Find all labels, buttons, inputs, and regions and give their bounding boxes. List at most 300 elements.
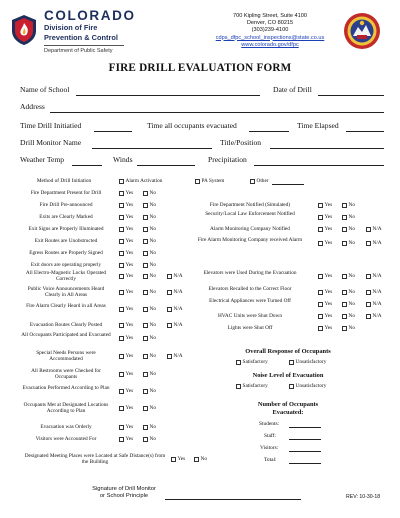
checkbox[interactable] xyxy=(143,239,148,244)
left-no-option[interactable] xyxy=(143,306,156,312)
option-label: No xyxy=(149,353,156,359)
signature-label-line2: or School Principle xyxy=(99,493,149,499)
checkbox[interactable] xyxy=(143,251,148,256)
left-no-option[interactable] xyxy=(143,202,156,208)
checkbox[interactable] xyxy=(119,389,124,394)
address-phone: (303)239-4100 xyxy=(251,27,289,34)
state-seal-icon xyxy=(343,12,381,50)
signature-label xyxy=(84,486,164,500)
checkbox[interactable] xyxy=(250,179,255,184)
option-label: No xyxy=(149,335,156,341)
left-question: Fire Department Present for Drill xyxy=(30,190,102,196)
left-yes-option[interactable] xyxy=(119,353,133,359)
left-no-option[interactable] xyxy=(143,226,156,232)
option-label: Yes xyxy=(125,306,134,312)
option-label: Yes xyxy=(125,238,134,244)
option-label: Yes xyxy=(125,273,134,279)
checkbox[interactable] xyxy=(143,389,148,394)
checkbox[interactable] xyxy=(194,457,199,462)
right-question: Elevators were Used During the Evacuation xyxy=(203,270,297,276)
option-label: No xyxy=(149,322,156,328)
option-label: No xyxy=(149,238,156,244)
right-question: Security/Local Law Enforcement Notified xyxy=(205,211,295,217)
option-label: Yes xyxy=(324,214,333,220)
right-no-option[interactable] xyxy=(342,325,355,331)
meeting-places-no[interactable] xyxy=(194,456,207,462)
checkbox[interactable] xyxy=(143,203,148,208)
dfpc-logo-icon xyxy=(10,14,38,46)
left-yes-option[interactable] xyxy=(119,306,133,312)
checkbox[interactable] xyxy=(342,215,347,220)
option-label: Yes xyxy=(125,190,134,196)
checkbox[interactable] xyxy=(119,227,124,232)
left-na-option[interactable] xyxy=(167,322,183,328)
checkbox[interactable] xyxy=(167,307,172,312)
checkbox[interactable] xyxy=(342,326,347,331)
school-name-label: Name of School xyxy=(20,85,70,94)
weather-temp-label: Weather Temp xyxy=(20,155,65,164)
left-no-option[interactable] xyxy=(143,405,156,411)
option-label: No xyxy=(348,301,355,307)
checkbox[interactable] xyxy=(318,227,323,232)
checkbox[interactable] xyxy=(119,251,124,256)
overall-unsatisfactory-option[interactable] xyxy=(289,359,326,365)
left-question: Visitors were Accounted For xyxy=(35,436,97,442)
checkbox[interactable] xyxy=(318,302,323,307)
noise-satisfactory-option[interactable] xyxy=(236,383,268,389)
checkbox[interactable] xyxy=(119,323,124,328)
visitors-field[interactable] xyxy=(289,451,321,452)
left-yes-option[interactable] xyxy=(119,322,133,328)
time-initiated-label: Time Drill Initiatied xyxy=(20,121,82,130)
other-method-field[interactable] xyxy=(272,184,304,185)
option-label: No xyxy=(149,436,156,442)
left-na-option[interactable] xyxy=(167,353,183,359)
checkbox[interactable] xyxy=(167,290,172,295)
option-label: N/A xyxy=(173,273,183,279)
right-no-option[interactable] xyxy=(342,214,355,220)
checkbox[interactable] xyxy=(318,241,323,246)
checkbox[interactable] xyxy=(167,354,172,359)
option-label: N/A xyxy=(372,301,382,307)
checkbox[interactable] xyxy=(143,406,148,411)
checkbox[interactable] xyxy=(119,274,124,279)
left-yes-option[interactable] xyxy=(119,250,133,256)
checkbox[interactable] xyxy=(366,302,371,307)
option-label: Yes xyxy=(125,436,134,442)
checkbox[interactable] xyxy=(171,457,176,462)
time-initiated-field[interactable] xyxy=(94,131,132,132)
title-position-field[interactable] xyxy=(270,148,384,149)
option-label: Yes xyxy=(125,202,134,208)
left-question: Exit Signs are Properly Illuminated xyxy=(28,226,104,232)
form-title: FIRE DRILL EVALUATION FORM xyxy=(108,62,292,74)
right-na-option[interactable] xyxy=(366,289,382,295)
right-question: Electrical Appliances were Turned Off xyxy=(209,298,291,304)
left-yes-option[interactable] xyxy=(119,214,133,220)
left-question: All Electro-Magnetic Locks Operated Correctly xyxy=(25,270,107,282)
option-label: No xyxy=(348,240,355,246)
drill-date-label: Date of Drill xyxy=(273,85,312,94)
overall-response-heading: Overall Response of Occupants xyxy=(245,348,331,355)
checkbox[interactable] xyxy=(143,336,148,341)
checkbox[interactable] xyxy=(119,203,124,208)
left-no-option[interactable] xyxy=(143,335,156,341)
left-yes-option[interactable] xyxy=(119,289,133,295)
address-city: Denver, CO 80215 xyxy=(246,20,294,27)
overall-satisfactory-option[interactable] xyxy=(236,359,268,365)
students-label: Students: xyxy=(259,421,280,427)
option-label: Yes xyxy=(177,456,186,462)
right-question: Lights were Shut Off xyxy=(227,325,273,331)
checkbox[interactable] xyxy=(195,179,200,184)
agency-brand xyxy=(44,8,136,54)
checkbox[interactable] xyxy=(342,241,347,246)
right-na-option[interactable] xyxy=(366,273,382,279)
left-no-option[interactable] xyxy=(143,190,156,196)
left-yes-option[interactable] xyxy=(119,405,133,411)
option-label: Yes xyxy=(125,262,134,268)
checkbox[interactable] xyxy=(366,274,371,279)
checkbox[interactable] xyxy=(143,263,148,268)
right-question: Fire Department Notified (Simulated) xyxy=(209,202,291,208)
checkbox[interactable] xyxy=(167,323,172,328)
left-yes-option[interactable] xyxy=(119,190,133,196)
checkbox[interactable] xyxy=(289,384,294,389)
left-yes-option[interactable] xyxy=(119,388,133,394)
right-no-option[interactable] xyxy=(342,301,355,307)
left-no-option[interactable] xyxy=(143,322,156,328)
checkbox[interactable] xyxy=(366,290,371,295)
school-name-field[interactable] xyxy=(76,95,260,96)
checkbox[interactable] xyxy=(318,326,323,331)
time-evacuated-field[interactable] xyxy=(249,131,289,132)
address-field[interactable] xyxy=(50,112,384,113)
option-label: Yes xyxy=(324,202,333,208)
option-label: Satisfactory xyxy=(242,383,268,389)
checkbox[interactable] xyxy=(119,406,124,411)
left-question: Exits are Clearly Marked xyxy=(39,214,93,220)
brand-division-line1: Division of Fire xyxy=(44,23,98,32)
option-label: Yes xyxy=(125,214,134,220)
checkbox[interactable] xyxy=(318,274,323,279)
left-yes-option[interactable] xyxy=(119,436,133,442)
checkbox[interactable] xyxy=(119,437,124,442)
right-no-option[interactable] xyxy=(342,313,355,319)
left-no-option[interactable] xyxy=(143,388,156,394)
method-label: Method of Drill Initiation xyxy=(36,178,92,184)
precipitation-label: Precipitation xyxy=(208,155,247,164)
left-question: Fire Alarm Clearly Heard in all Areas xyxy=(26,303,106,309)
option-label: No xyxy=(149,226,156,232)
left-no-option[interactable] xyxy=(143,353,156,359)
checkbox[interactable] xyxy=(143,227,148,232)
right-question: HVAC Units were Shut Down xyxy=(217,313,283,319)
right-na-option[interactable] xyxy=(366,301,382,307)
checkbox[interactable] xyxy=(143,354,148,359)
left-question: Evacuation Routes Clearly Posted xyxy=(29,322,103,328)
option-label: No xyxy=(149,388,156,394)
left-yes-option[interactable] xyxy=(119,226,133,232)
time-evacuated-label: Time all occupants evacuated xyxy=(147,121,237,130)
option-label: Yes xyxy=(125,250,134,256)
checkbox[interactable] xyxy=(342,302,347,307)
right-no-option[interactable] xyxy=(342,289,355,295)
right-yes-option[interactable] xyxy=(318,289,332,295)
right-yes-option[interactable] xyxy=(318,313,332,319)
option-label: No xyxy=(149,190,156,196)
option-label: Unsatisfactory xyxy=(295,359,327,365)
left-question: Special Needs Persons were Accommodated xyxy=(36,350,96,362)
left-question: Egress Routes are Properly Signed xyxy=(29,250,103,256)
right-yes-option[interactable] xyxy=(318,273,332,279)
checkbox[interactable] xyxy=(236,360,241,365)
option-label: Yes xyxy=(324,289,333,295)
time-elapsed-field[interactable] xyxy=(346,131,384,132)
option-label: PA System xyxy=(201,178,225,184)
checkbox[interactable] xyxy=(119,336,124,341)
checkbox[interactable] xyxy=(143,290,148,295)
option-label: No xyxy=(348,202,355,208)
total-field[interactable] xyxy=(289,463,321,464)
precipitation-field[interactable] xyxy=(254,165,384,166)
left-no-option[interactable] xyxy=(143,250,156,256)
drill-monitor-field[interactable] xyxy=(92,148,212,149)
checkbox[interactable] xyxy=(143,274,148,279)
option-label: N/A xyxy=(173,353,183,359)
checkbox[interactable] xyxy=(119,372,124,377)
left-no-option[interactable] xyxy=(143,214,156,220)
option-label: Yes xyxy=(125,335,134,341)
left-yes-option[interactable] xyxy=(119,202,133,208)
right-no-option[interactable] xyxy=(342,240,355,246)
checkbox[interactable] xyxy=(342,290,347,295)
option-label: No xyxy=(348,289,355,295)
checkbox[interactable] xyxy=(318,215,323,220)
right-yes-option[interactable] xyxy=(318,214,332,220)
checkbox[interactable] xyxy=(119,425,124,430)
option-label: No xyxy=(348,273,355,279)
agency-address xyxy=(208,13,332,49)
option-label: Yes xyxy=(324,240,333,246)
left-no-option[interactable] xyxy=(143,371,156,377)
option-label: Yes xyxy=(125,353,134,359)
option-label: N/A xyxy=(372,240,382,246)
students-field[interactable] xyxy=(289,427,321,428)
checkbox[interactable] xyxy=(289,360,294,365)
staff-field[interactable] xyxy=(289,439,321,440)
right-yes-option[interactable] xyxy=(318,325,332,331)
option-label: Yes xyxy=(125,388,134,394)
address-label: Address xyxy=(20,102,45,111)
option-label: No xyxy=(200,456,207,462)
checkbox[interactable] xyxy=(236,384,241,389)
left-question: Exit Routes are Unobstructed xyxy=(34,238,98,244)
checkbox[interactable] xyxy=(167,274,172,279)
checkbox[interactable] xyxy=(318,314,323,319)
brand-department: Department of Public Safety xyxy=(44,48,113,55)
option-label: Unsatisfactory xyxy=(295,383,327,389)
option-label: Yes xyxy=(125,226,134,232)
website-link[interactable]: www.colorado.gov/dfpc xyxy=(241,41,299,48)
time-elapsed-label: Time Elapsed xyxy=(297,121,339,130)
left-question: All Occupants Participated and Evacuated xyxy=(21,332,111,338)
right-na-option[interactable] xyxy=(366,226,382,232)
left-yes-option[interactable] xyxy=(119,262,133,268)
left-no-option[interactable] xyxy=(143,238,156,244)
address-street: 700 Kipling Street, Suite 4100 xyxy=(232,13,307,19)
left-na-option[interactable] xyxy=(167,273,183,279)
option-label: No xyxy=(149,262,156,268)
checkbox[interactable] xyxy=(119,191,124,196)
drill-date-field[interactable] xyxy=(318,95,384,96)
left-question: Evacuation Performed According to Plan xyxy=(22,385,110,391)
option-label: No xyxy=(149,289,156,295)
option-label: No xyxy=(149,273,156,279)
weather-temp-field[interactable] xyxy=(72,165,102,166)
checkbox[interactable] xyxy=(318,290,323,295)
checkbox[interactable] xyxy=(143,307,148,312)
checkbox[interactable] xyxy=(143,437,148,442)
left-yes-option[interactable] xyxy=(119,335,133,341)
right-na-option[interactable] xyxy=(366,240,382,246)
option-label: N/A xyxy=(372,289,382,295)
option-label: Yes xyxy=(324,325,333,331)
checkbox[interactable] xyxy=(342,227,347,232)
brand-division-line2: Prevention & Control xyxy=(44,32,118,42)
option-label: No xyxy=(348,325,355,331)
right-yes-option[interactable] xyxy=(318,301,332,307)
right-yes-option[interactable] xyxy=(318,240,332,246)
noise-level-heading: Noise Level of Evacuation xyxy=(252,372,324,379)
option-label: No xyxy=(149,306,156,312)
left-na-option[interactable] xyxy=(167,289,183,295)
alarm-activation-option[interactable] xyxy=(119,178,162,184)
option-label: N/A xyxy=(173,306,183,312)
option-label: Yes xyxy=(324,273,333,279)
checkbox[interactable] xyxy=(143,191,148,196)
checkbox[interactable] xyxy=(119,290,124,295)
option-label: N/A xyxy=(173,289,183,295)
left-question: Occupants Met at Designated Locations According to Plan xyxy=(23,402,109,414)
checkbox[interactable] xyxy=(119,179,124,184)
pa-system-option[interactable] xyxy=(195,178,224,184)
left-question: Evacuation was Orderly xyxy=(40,424,92,430)
signature-label-line1: Signature of Drill Monitor xyxy=(92,486,156,492)
right-question: Elevators Recalled to the Correct Floor xyxy=(208,286,292,292)
checkbox[interactable] xyxy=(143,372,148,377)
left-yes-option[interactable] xyxy=(119,238,133,244)
right-no-option[interactable] xyxy=(342,226,355,232)
option-label: No xyxy=(149,214,156,220)
left-na-option[interactable] xyxy=(167,306,183,312)
visitors-label: Visitors: xyxy=(260,445,279,451)
option-label: No xyxy=(149,424,156,430)
winds-label: Winds xyxy=(113,155,133,164)
right-yes-option[interactable] xyxy=(318,226,332,232)
option-label: No xyxy=(348,226,355,232)
option-label: No xyxy=(348,214,355,220)
staff-label: Staff: xyxy=(264,433,276,439)
right-no-option[interactable] xyxy=(342,202,355,208)
revision-label: REV: 10-30-18 xyxy=(346,494,381,500)
option-label: N/A xyxy=(372,273,382,279)
checkbox[interactable] xyxy=(366,227,371,232)
left-no-option[interactable] xyxy=(143,262,156,268)
option-label: No xyxy=(149,405,156,411)
brand-state: COLORADO xyxy=(44,8,136,23)
option-label: N/A xyxy=(372,226,382,232)
option-label: Other xyxy=(256,178,269,184)
option-label: Yes xyxy=(324,313,333,319)
left-yes-option[interactable] xyxy=(119,371,133,377)
occupants-heading-line1: Number of Occupants xyxy=(257,401,319,408)
checkbox[interactable] xyxy=(119,354,124,359)
option-label: No xyxy=(149,250,156,256)
checkbox[interactable] xyxy=(366,241,371,246)
title-position-label: Title/Position xyxy=(220,138,262,147)
checkbox[interactable] xyxy=(318,203,323,208)
left-question: Exit doors are operating properly xyxy=(30,262,102,268)
checkbox[interactable] xyxy=(119,215,124,220)
meeting-places-yes[interactable] xyxy=(171,456,185,462)
option-label: No xyxy=(149,371,156,377)
checkbox[interactable] xyxy=(342,314,347,319)
checkbox[interactable] xyxy=(143,323,148,328)
noise-unsatisfactory-option[interactable] xyxy=(289,383,326,389)
winds-field[interactable] xyxy=(137,165,195,166)
option-label: No xyxy=(149,202,156,208)
option-label: Yes xyxy=(125,424,134,430)
option-label: Yes xyxy=(125,289,134,295)
checkbox[interactable] xyxy=(143,425,148,430)
left-no-option[interactable] xyxy=(143,273,156,279)
checkbox[interactable] xyxy=(366,314,371,319)
left-no-option[interactable] xyxy=(143,289,156,295)
left-question: Fire Drill Pre-announced xyxy=(39,202,93,208)
right-no-option[interactable] xyxy=(342,273,355,279)
left-yes-option[interactable] xyxy=(119,273,133,279)
checkbox[interactable] xyxy=(119,263,124,268)
left-no-option[interactable] xyxy=(143,436,156,442)
other-option[interactable] xyxy=(250,178,269,184)
total-label: Total: xyxy=(264,457,277,463)
option-label: N/A xyxy=(173,322,183,328)
option-label: Yes xyxy=(125,405,134,411)
checkbox[interactable] xyxy=(119,307,124,312)
left-question: All Restrooms were Checked for Occupants xyxy=(31,368,101,380)
left-no-option[interactable] xyxy=(143,424,156,430)
signature-field[interactable] xyxy=(165,499,301,500)
right-na-option[interactable] xyxy=(366,313,382,319)
option-label: Yes xyxy=(324,301,333,307)
left-question: Public Voice Announcements Heard Clearly in All Areas xyxy=(27,286,105,298)
checkbox[interactable] xyxy=(342,203,347,208)
checkbox[interactable] xyxy=(342,274,347,279)
option-label: No xyxy=(348,313,355,319)
email-link[interactable]: cdps_dfpc_school_inspections@state.co.us xyxy=(215,34,325,41)
checkbox[interactable] xyxy=(119,239,124,244)
left-yes-option[interactable] xyxy=(119,424,133,430)
option-label: Satisfactory xyxy=(242,359,268,365)
checkbox[interactable] xyxy=(143,215,148,220)
option-label: Yes xyxy=(324,226,333,232)
option-label: N/A xyxy=(372,313,382,319)
right-yes-option[interactable] xyxy=(318,202,332,208)
option-label: Yes xyxy=(125,322,134,328)
meeting-places-question: Designated Meeting Places were Located at Safe Distance(s) from the Building xyxy=(24,453,166,465)
right-question: Fire Alarm Monitoring Company received Alarm xyxy=(197,237,303,243)
